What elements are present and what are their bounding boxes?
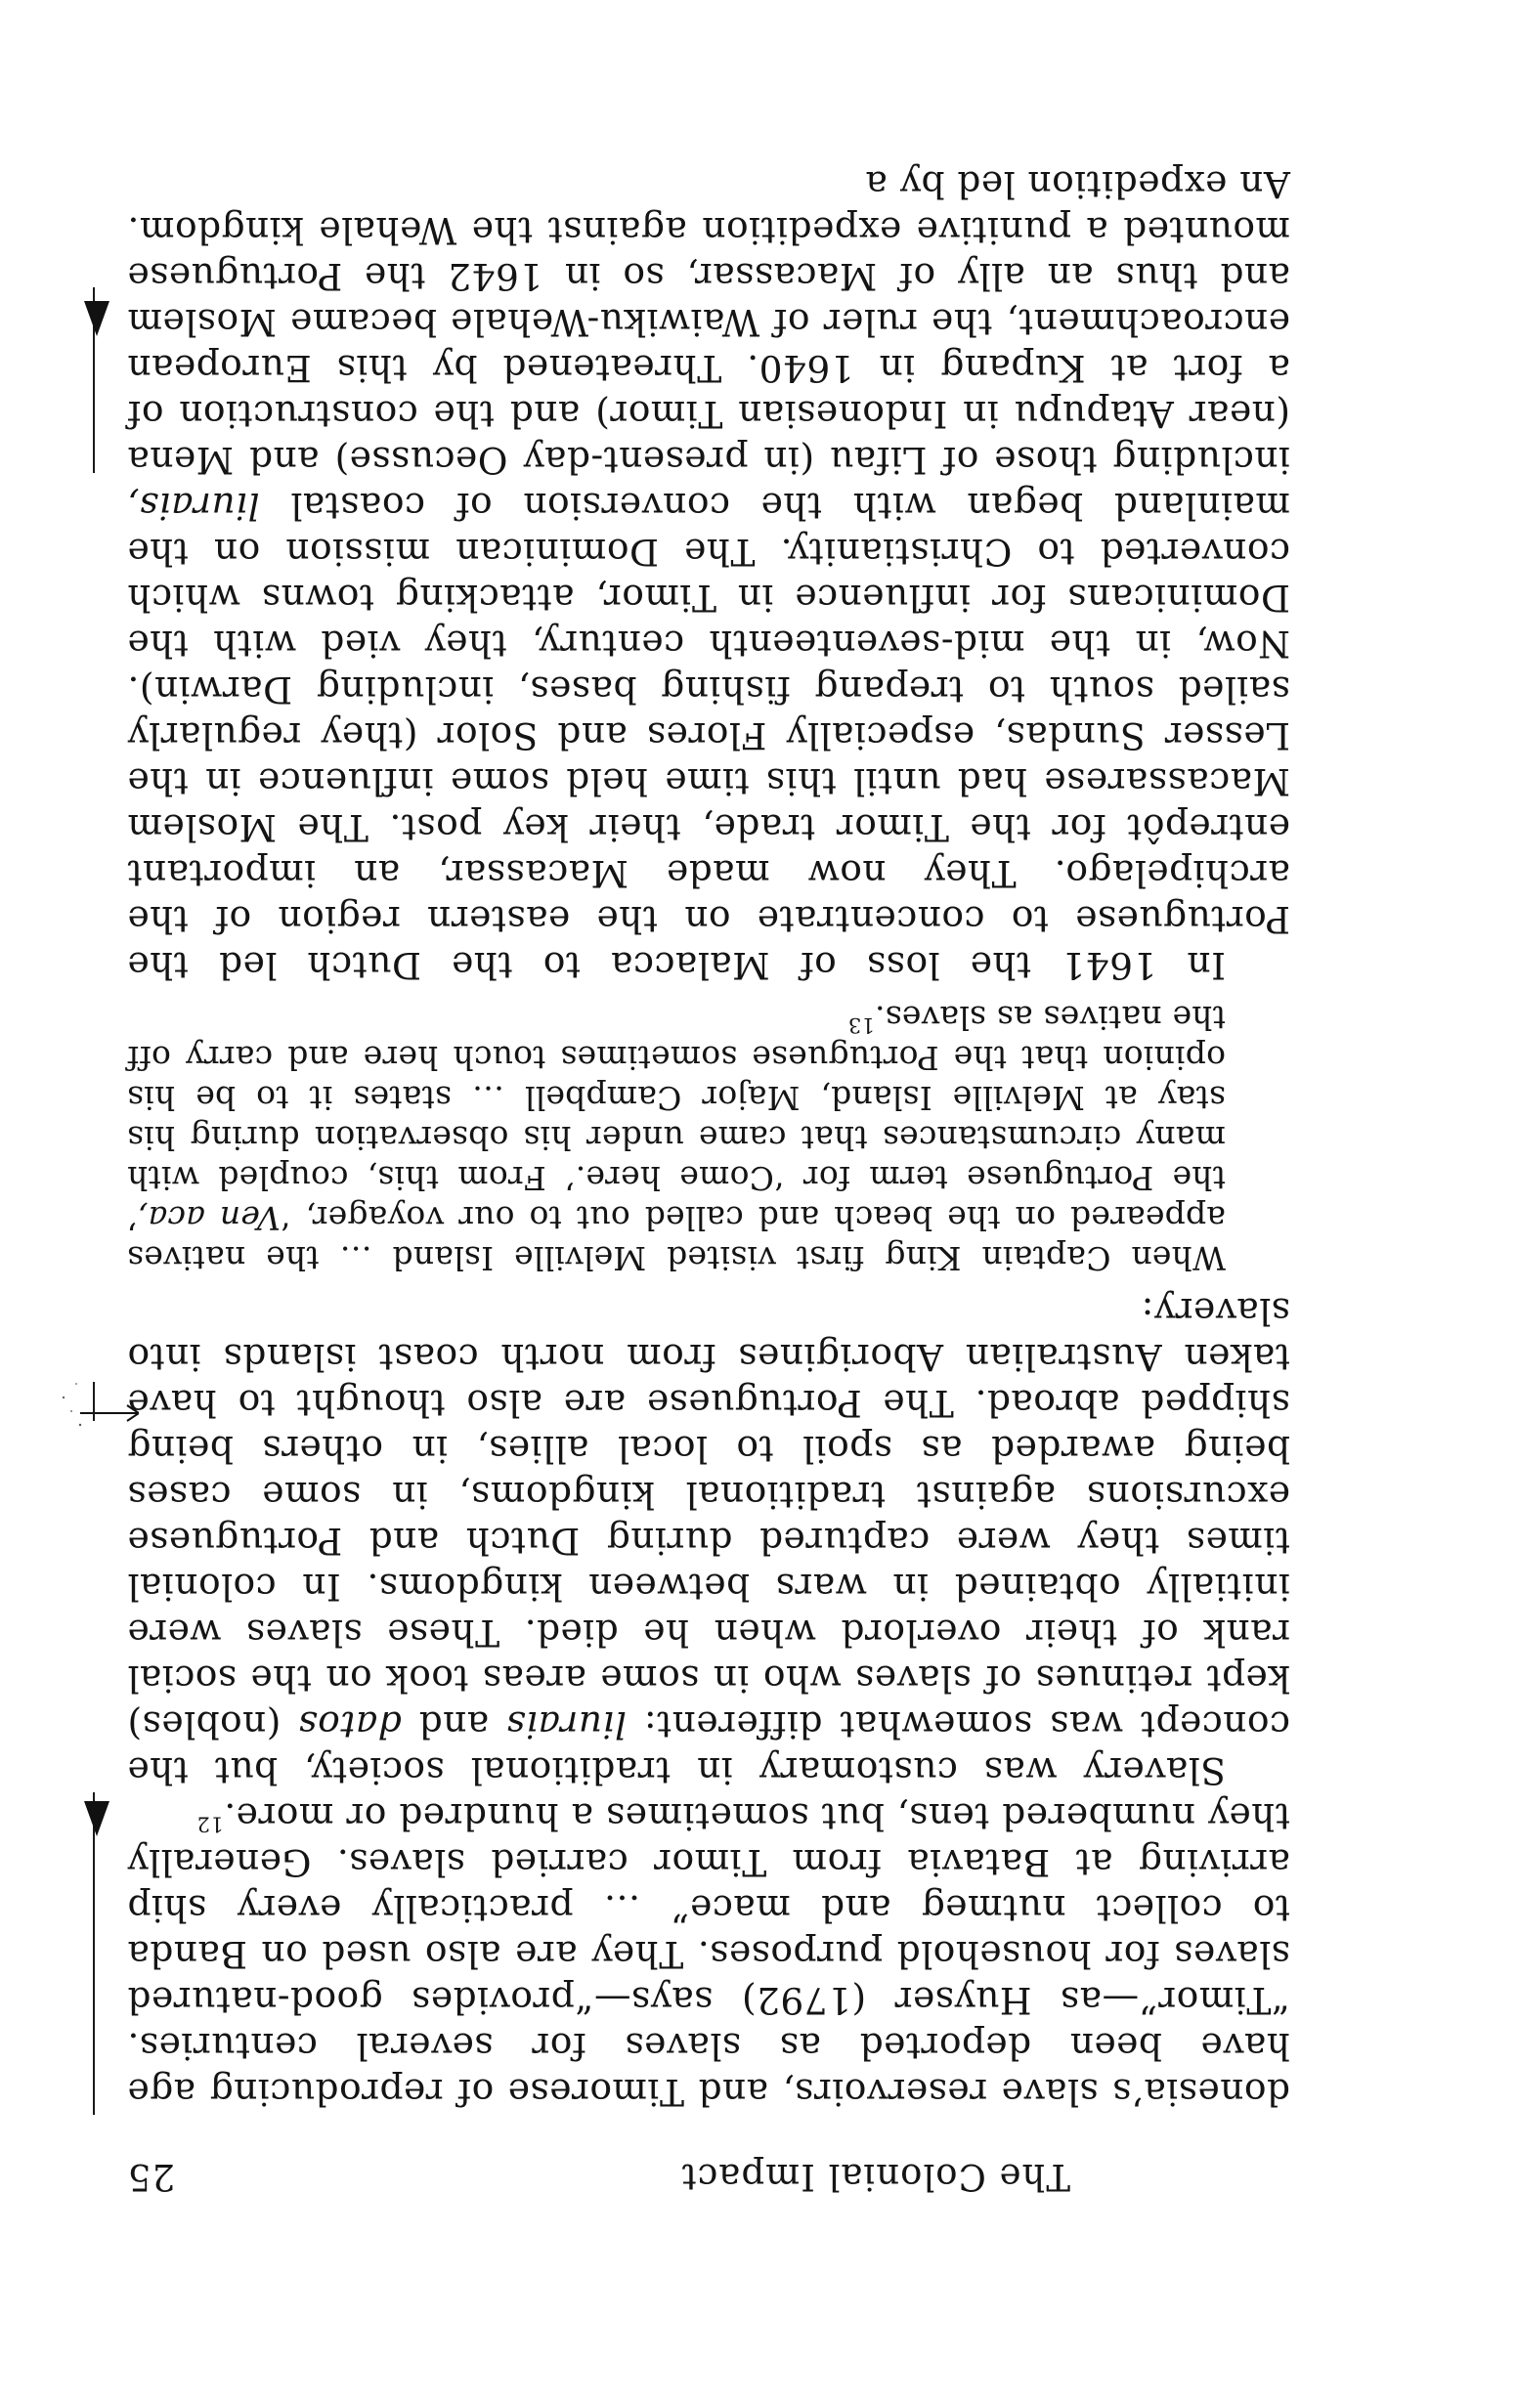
margin-arrow-icon	[84, 1801, 109, 1836]
paragraph-3-text-b: including those of Lifau (in present-day Oecusse) and Mena (near Atapupu in Indonesian Timor) and the construction of a fort at Kupang in 1640. Threatened by this European encroachment, the ruler of Waiwiku-Wehale became Moslem and thus an ally of Macassar, so in 1642 the Portuguese mounted a punitive expedition against the Wehale kingdom. An expedition led by a	[127, 163, 1290, 482]
paragraph-1-text: donesia’s slave reservoirs, and Timorese of reproducing age have been deported as slaves for several centuries. “Timor”—as Huyser (1792) says—“provides good-natured slaves for household purposes. They are also used on Banda to collect nutmeg and mace” … practically every ship arriving at Batavia from Timor carried slaves. Generally they numbered tens, but sometimes a hundred or more.	[127, 1795, 1290, 2114]
block-quote-melville	[127, 998, 1226, 1278]
quote-term-ven-aca: Ven aca,	[137, 1199, 281, 1237]
term-datos: datos	[297, 1703, 402, 1746]
term-liurais: liurais	[505, 1703, 627, 1746]
margin-pointer-icon	[80, 1403, 139, 1423]
margin-tick	[93, 1382, 95, 1421]
quote-text-b: ’ the Portuguese term for ‘Come here.’ From this, coupled with many circumstances that came under his observation during his stay at Melville Island, Major Campbell … states it to be his opinion that the Portuguese sometimes touch here and carry off the natives as slaves.	[127, 999, 1226, 1237]
paragraph-2-text-c: (nobles) kept retinues of slaves who in some areas took on the social rank of their overlord when he died. These slaves were initially obtained in wars between kingdoms. In colonial times they were captured during Dutch and Portuguese excursions against traditional kingdoms, in some cases being awarded as spoil to local allies, in others being shipped abroad. The Portuguese are also thought to have taken Australian Aborigines from north coast islands into slavery:	[127, 1290, 1290, 1746]
paragraph-continued	[127, 1793, 1290, 2115]
quote-text-a: When Captain King first visited Melville Island … the natives appeared on the beach and called out to our voyager, ‘	[127, 1199, 1226, 1277]
body-text	[127, 161, 1290, 2115]
footnote-ref-13: 13	[847, 1013, 875, 1037]
running-title: The Colonial Impact	[680, 2156, 1070, 2198]
term-liurais-2: liurais,	[127, 485, 260, 528]
paragraph-2-text-a: Slavery was customary in traditional society, but the concept was somewhat different:	[127, 1703, 1290, 1792]
margin-bracket-line-top	[93, 1792, 95, 2115]
paragraph-slavery	[127, 1288, 1290, 1793]
page-number: 25	[127, 2156, 176, 2198]
scan-noise-dots	[56, 1372, 85, 1431]
paragraph-malacca	[127, 161, 1290, 988]
paragraph-2-text-b: and	[401, 1703, 506, 1746]
footnote-ref-12: 12	[196, 1812, 224, 1836]
margin-arrow-icon-2	[84, 301, 109, 336]
running-header	[127, 2149, 1290, 2198]
paragraph-3-text-a: In 1641 the loss of Malacca to the Dutch led the Portuguese to concentrate on the eastern region of the archipelago. They now made Macassar, an important entrepôt for the Timor trade, their key post. The Moslem Macassarese had until this time held some influence in the Lesser Sundas, especially Flores and Solor (they regularly sailed south to trepang fishing bases, including Darwin). Now, in the mid-seventeenth century, they vied with the Dominicans for influence in Timor, attacking towns which converted to Christianity. The Dominican mission on the mainland began with the conversion of coastal	[127, 485, 1290, 987]
